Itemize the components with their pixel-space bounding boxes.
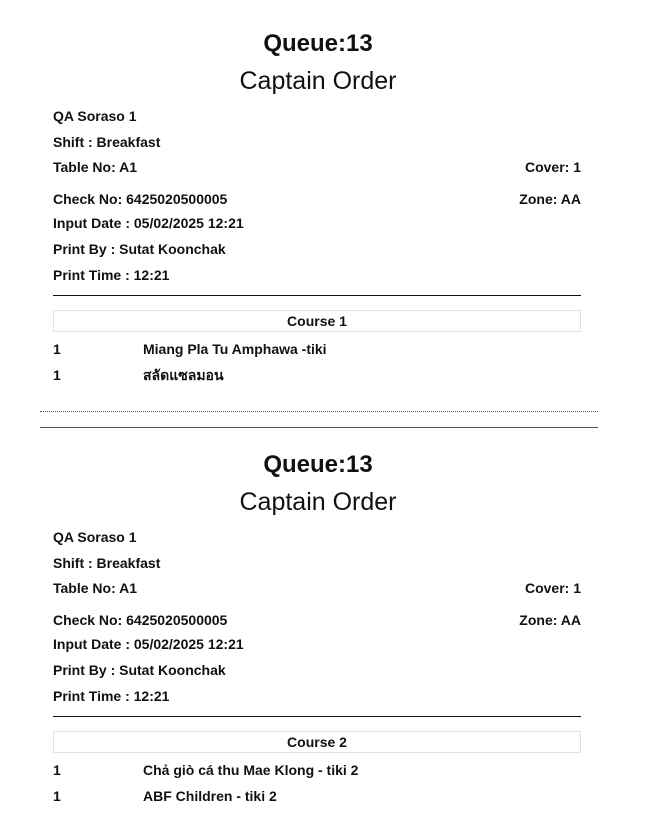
check-number: Check No: 6425020500005 — [53, 191, 228, 207]
input-date: Input Date : 05/02/2025 12:21 — [53, 215, 244, 231]
order-item — [53, 366, 581, 384]
shift-label: Shift : Breakfast — [53, 555, 161, 571]
outlet-name: QA Soraso 1 — [53, 529, 137, 545]
outlet-name: QA Soraso 1 — [53, 108, 137, 124]
section-divider — [53, 716, 581, 717]
cover-count: Cover: 1 — [524, 580, 581, 596]
order-item — [53, 761, 581, 779]
course-header: Course 1 — [53, 310, 581, 332]
page-break-line — [40, 427, 598, 428]
item-quantity: 1 — [53, 788, 61, 804]
item-quantity: 1 — [53, 341, 61, 357]
table-number: Table No: A1 — [53, 159, 138, 175]
item-quantity: 1 — [53, 762, 61, 778]
print-by: Print By : Sutat Koonchak — [53, 241, 226, 257]
print-time: Print Time : 12:21 — [53, 267, 170, 283]
document-title: Captain Order — [239, 67, 397, 95]
course-header: Course 2 — [53, 731, 581, 753]
zone-label: Zone: AA — [519, 612, 581, 628]
table-number: Table No: A1 — [53, 580, 138, 596]
section-divider — [53, 295, 581, 296]
print-by: Print By : Sutat Koonchak — [53, 662, 226, 678]
item-name: Chả giò cá thu Mae Klong - tiki 2 — [143, 762, 359, 778]
check-number: Check No: 6425020500005 — [53, 612, 228, 628]
input-date: Input Date : 05/02/2025 12:21 — [53, 636, 244, 652]
item-name: Miang Pla Tu Amphawa -tiki — [143, 341, 327, 357]
queue-number: Queue:13 — [263, 451, 373, 478]
cover-count: Cover: 1 — [524, 159, 581, 175]
order-item — [53, 787, 581, 805]
item-quantity: 1 — [53, 367, 61, 383]
queue-number: Queue:13 — [263, 30, 373, 57]
document-title: Captain Order — [239, 488, 397, 516]
page-break-dotted-line — [40, 411, 598, 412]
zone-label: Zone: AA — [519, 191, 581, 207]
item-name: สลัดแซลมอน — [143, 367, 224, 383]
order-item — [53, 340, 581, 358]
shift-label: Shift : Breakfast — [53, 134, 161, 150]
item-name: ABF Children - tiki 2 — [143, 788, 277, 804]
print-time: Print Time : 12:21 — [53, 688, 170, 704]
